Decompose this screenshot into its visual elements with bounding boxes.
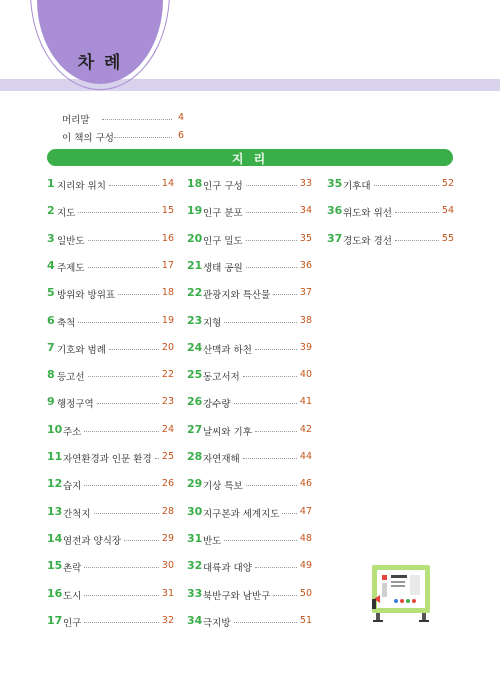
- toc-number: 7: [47, 340, 55, 354]
- toc-number: 21: [187, 258, 203, 272]
- toc-number: 36: [327, 204, 343, 218]
- toc-number: 33: [187, 586, 203, 600]
- toc-number: 8: [47, 368, 55, 382]
- toc-entry[interactable]: [187, 560, 312, 574]
- toc-number: 18: [187, 177, 203, 190]
- section-title: 지 리: [231, 152, 269, 166]
- toc-page: 33: [299, 178, 312, 189]
- toc-page: 28: [161, 505, 174, 517]
- toc-number: 15: [47, 559, 63, 573]
- toc-number: 28: [187, 450, 203, 463]
- toc-entry[interactable]: [187, 315, 312, 329]
- toc-label: 경도와 경선: [343, 235, 392, 247]
- toc-label: 관광지와 특산물: [203, 290, 271, 302]
- toc-page: 15: [161, 205, 174, 217]
- toc-entry[interactable]: [187, 260, 312, 274]
- toc-page: 40: [299, 369, 312, 381]
- toc-label: 머리말: [62, 115, 90, 126]
- toc-label: 날씨와 기후: [203, 426, 252, 438]
- leader-dots: [109, 349, 159, 350]
- toc-page: 18: [161, 287, 174, 299]
- toc-page: 16: [161, 232, 174, 244]
- leader-dots: [78, 322, 159, 323]
- leader-dots: [395, 240, 439, 241]
- toc-entry[interactable]: [187, 233, 312, 247]
- toc-page: 23: [161, 396, 174, 408]
- toc-entry[interactable]: [47, 287, 174, 301]
- toc-entry[interactable]: [187, 478, 312, 492]
- toc-number: 12: [47, 477, 63, 491]
- toc-label: 생태 공원: [203, 262, 243, 274]
- toc-page: 39: [299, 341, 312, 353]
- toc-preface-item[interactable]: [62, 130, 184, 144]
- toc-entry[interactable]: [47, 533, 174, 547]
- toc-page: 37: [299, 287, 312, 299]
- toc-entry[interactable]: [187, 178, 312, 192]
- toc-number: 2: [47, 204, 55, 218]
- toc-label: 지도: [57, 208, 76, 220]
- toc-label: 산맥과 하천: [203, 344, 252, 356]
- toc-entry[interactable]: [47, 506, 174, 520]
- toc-entry[interactable]: [47, 260, 174, 274]
- toc-label: 기호와 범례: [57, 344, 106, 356]
- page-title: 차 례: [77, 53, 123, 73]
- toc-entry[interactable]: [187, 369, 312, 383]
- toc-label: 북반구와 남반구: [203, 590, 271, 602]
- toc-entry[interactable]: [47, 588, 174, 602]
- toc-number: 26: [187, 395, 203, 409]
- toc-entry[interactable]: [47, 396, 174, 410]
- leader-dots: [246, 240, 297, 241]
- toc-entry[interactable]: [47, 451, 174, 465]
- toc-entry[interactable]: [327, 233, 454, 247]
- toc-number: 19: [187, 204, 203, 218]
- toc-page: 29: [161, 532, 174, 544]
- leader-dots: [234, 403, 297, 404]
- toc-page: 34: [299, 205, 312, 217]
- toc-page: 42: [299, 423, 312, 435]
- toc-page: 49: [299, 560, 312, 572]
- toc-label: 위도와 위선: [343, 208, 392, 220]
- toc-entry[interactable]: [47, 369, 174, 383]
- leader-dots: [102, 119, 172, 120]
- toc-label: 강수량: [203, 399, 231, 411]
- toc-number: 32: [187, 559, 203, 573]
- leader-dots: [84, 431, 159, 432]
- toc-entry[interactable]: [187, 205, 312, 219]
- leader-dots: [84, 485, 159, 486]
- toc-label: 축척: [57, 317, 76, 329]
- toc-entry[interactable]: [47, 560, 174, 574]
- leader-dots: [124, 540, 159, 541]
- toc-page: 38: [299, 314, 312, 326]
- toc-label: 지리와 위치: [57, 181, 106, 192]
- toc-page: 55: [441, 232, 454, 244]
- toc-page: 25: [161, 451, 174, 462]
- leader-dots: [246, 267, 297, 268]
- toc-entry[interactable]: [47, 424, 174, 438]
- toc-page: 32: [161, 614, 174, 626]
- toc-label: 지형: [203, 317, 222, 329]
- toc-entry[interactable]: [327, 178, 454, 192]
- toc-number: 37: [327, 231, 343, 245]
- section-header: [47, 149, 453, 166]
- toc-entry[interactable]: [47, 205, 174, 219]
- leader-dots: [224, 322, 297, 323]
- toc-entry[interactable]: [187, 588, 312, 602]
- toc-label: 염전과 양식장: [63, 535, 122, 547]
- toc-label: 행정구역: [57, 399, 94, 411]
- toc-page: 31: [161, 587, 174, 599]
- toc-label: 일반도: [57, 235, 85, 247]
- toc-entry[interactable]: [47, 615, 174, 629]
- toc-entry[interactable]: [47, 233, 174, 247]
- toc-number: 5: [47, 286, 55, 300]
- toc-entry[interactable]: [327, 205, 454, 219]
- toc-number: 23: [187, 313, 203, 327]
- toc-page: 51: [299, 614, 312, 626]
- toc-label: 인구: [63, 617, 82, 629]
- leader-dots: [255, 567, 297, 568]
- toc-page: 54: [441, 205, 454, 217]
- toc-entry[interactable]: [187, 287, 312, 301]
- leader-dots: [94, 513, 159, 514]
- toc-label: 반도: [203, 535, 222, 547]
- toc-label: 습지: [63, 481, 82, 493]
- toc-number: 34: [187, 613, 203, 627]
- toc-label: 간척지: [63, 508, 91, 520]
- toc-entry[interactable]: [187, 533, 312, 547]
- toc-number: 16: [47, 586, 63, 600]
- toc-page: 17: [161, 259, 174, 271]
- toc-entry[interactable]: [187, 424, 312, 438]
- leader-dots: [109, 185, 159, 186]
- leader-dots: [114, 137, 172, 138]
- toc-page: 4: [177, 112, 184, 123]
- toc-page: 50: [299, 587, 312, 599]
- toc-preface-item[interactable]: [62, 112, 184, 126]
- leader-dots: [224, 540, 297, 541]
- toc-label: 기상 특보: [203, 481, 243, 493]
- leader-dots: [84, 595, 159, 596]
- toc-page: 46: [299, 478, 312, 490]
- toc-label: 동고서저: [203, 372, 240, 384]
- toc-number: 31: [187, 531, 203, 545]
- toc-page: 14: [161, 178, 174, 189]
- leader-dots: [88, 376, 159, 377]
- leader-dots: [88, 267, 159, 268]
- toc-label: 등고선: [57, 372, 85, 384]
- leader-dots: [374, 185, 439, 186]
- toc-label: 인구 밀도: [203, 235, 243, 247]
- toc-number: 24: [187, 340, 203, 354]
- leader-dots: [282, 513, 297, 514]
- toc-label: 지구본과 세계지도: [203, 508, 280, 520]
- toc-label: 도시: [63, 590, 82, 602]
- toc-number: 9: [47, 395, 55, 409]
- leader-dots: [255, 349, 297, 350]
- toc-entry[interactable]: [47, 315, 174, 329]
- toc-entry[interactable]: [47, 342, 174, 356]
- leader-dots: [78, 212, 159, 213]
- toc-number: 29: [187, 477, 203, 491]
- toc-page: 47: [299, 505, 312, 517]
- toc-page: 52: [441, 178, 454, 189]
- toc-page: 19: [161, 314, 174, 326]
- toc-number: 3: [47, 231, 55, 245]
- toc-entry[interactable]: [47, 178, 174, 192]
- leader-dots: [84, 622, 159, 623]
- toc-number: 13: [47, 504, 63, 518]
- leader-dots: [246, 212, 297, 213]
- toc-page: 35: [299, 232, 312, 244]
- toc-entry[interactable]: [187, 615, 312, 629]
- leader-dots: [243, 458, 297, 459]
- toc-label: 기후대: [343, 181, 371, 192]
- toc-label: 인구 구성: [203, 181, 243, 192]
- toc-label: 주제도: [57, 262, 85, 274]
- toc-page: 41: [299, 396, 312, 408]
- toc-number: 17: [47, 613, 63, 627]
- toc-number: 30: [187, 504, 203, 518]
- toc-number: 20: [187, 231, 203, 245]
- toc-entry[interactable]: [187, 342, 312, 356]
- toc-number: 1: [47, 177, 55, 190]
- leader-dots: [243, 376, 297, 377]
- leader-dots: [273, 294, 297, 295]
- toc-label: 극지방: [203, 617, 231, 629]
- leader-dots: [246, 485, 297, 486]
- toc-page: 36: [299, 259, 312, 271]
- toc-number: 11: [47, 450, 63, 463]
- leader-dots: [88, 240, 159, 241]
- leader-dots: [273, 595, 297, 596]
- toc-entry[interactable]: [187, 396, 312, 410]
- toc-label: 촌락: [63, 563, 82, 575]
- toc-number: 10: [47, 422, 63, 436]
- leader-dots: [118, 294, 159, 295]
- map-board-icon: [368, 563, 434, 623]
- toc-number: 6: [47, 313, 55, 327]
- toc-number: 22: [187, 286, 203, 300]
- toc-label: 자연환경과 인문 환경: [63, 454, 152, 465]
- leader-dots: [84, 567, 159, 568]
- toc-page: 22: [161, 369, 174, 381]
- leader-dots: [395, 212, 439, 213]
- toc-page: 26: [161, 478, 174, 490]
- toc-number: 27: [187, 422, 203, 436]
- leader-dots: [246, 185, 297, 186]
- leader-dots: [155, 458, 159, 459]
- toc-number: 4: [47, 258, 55, 272]
- toc-number: 35: [327, 177, 343, 190]
- toc-page: 44: [299, 451, 312, 462]
- toc-page: 24: [161, 423, 174, 435]
- leader-dots: [234, 622, 297, 623]
- toc-number: 25: [187, 368, 203, 382]
- toc-label: 이 책의 구성: [62, 133, 114, 144]
- toc-number: 14: [47, 531, 63, 545]
- toc-label: 대륙과 대양: [203, 563, 252, 575]
- toc-entry[interactable]: [187, 451, 312, 465]
- toc-label: 주소: [63, 426, 82, 438]
- toc-page: 6: [177, 130, 184, 141]
- toc-entry[interactable]: [47, 478, 174, 492]
- toc-page: 30: [161, 560, 174, 572]
- toc-label: 자연재해: [203, 454, 240, 465]
- leader-dots: [255, 431, 297, 432]
- toc-page: 48: [299, 532, 312, 544]
- toc-label: 방위와 방위표: [57, 290, 116, 302]
- toc-label: 인구 분포: [203, 208, 243, 220]
- leader-dots: [97, 403, 159, 404]
- toc-entry[interactable]: [187, 506, 312, 520]
- toc-page: 20: [161, 341, 174, 353]
